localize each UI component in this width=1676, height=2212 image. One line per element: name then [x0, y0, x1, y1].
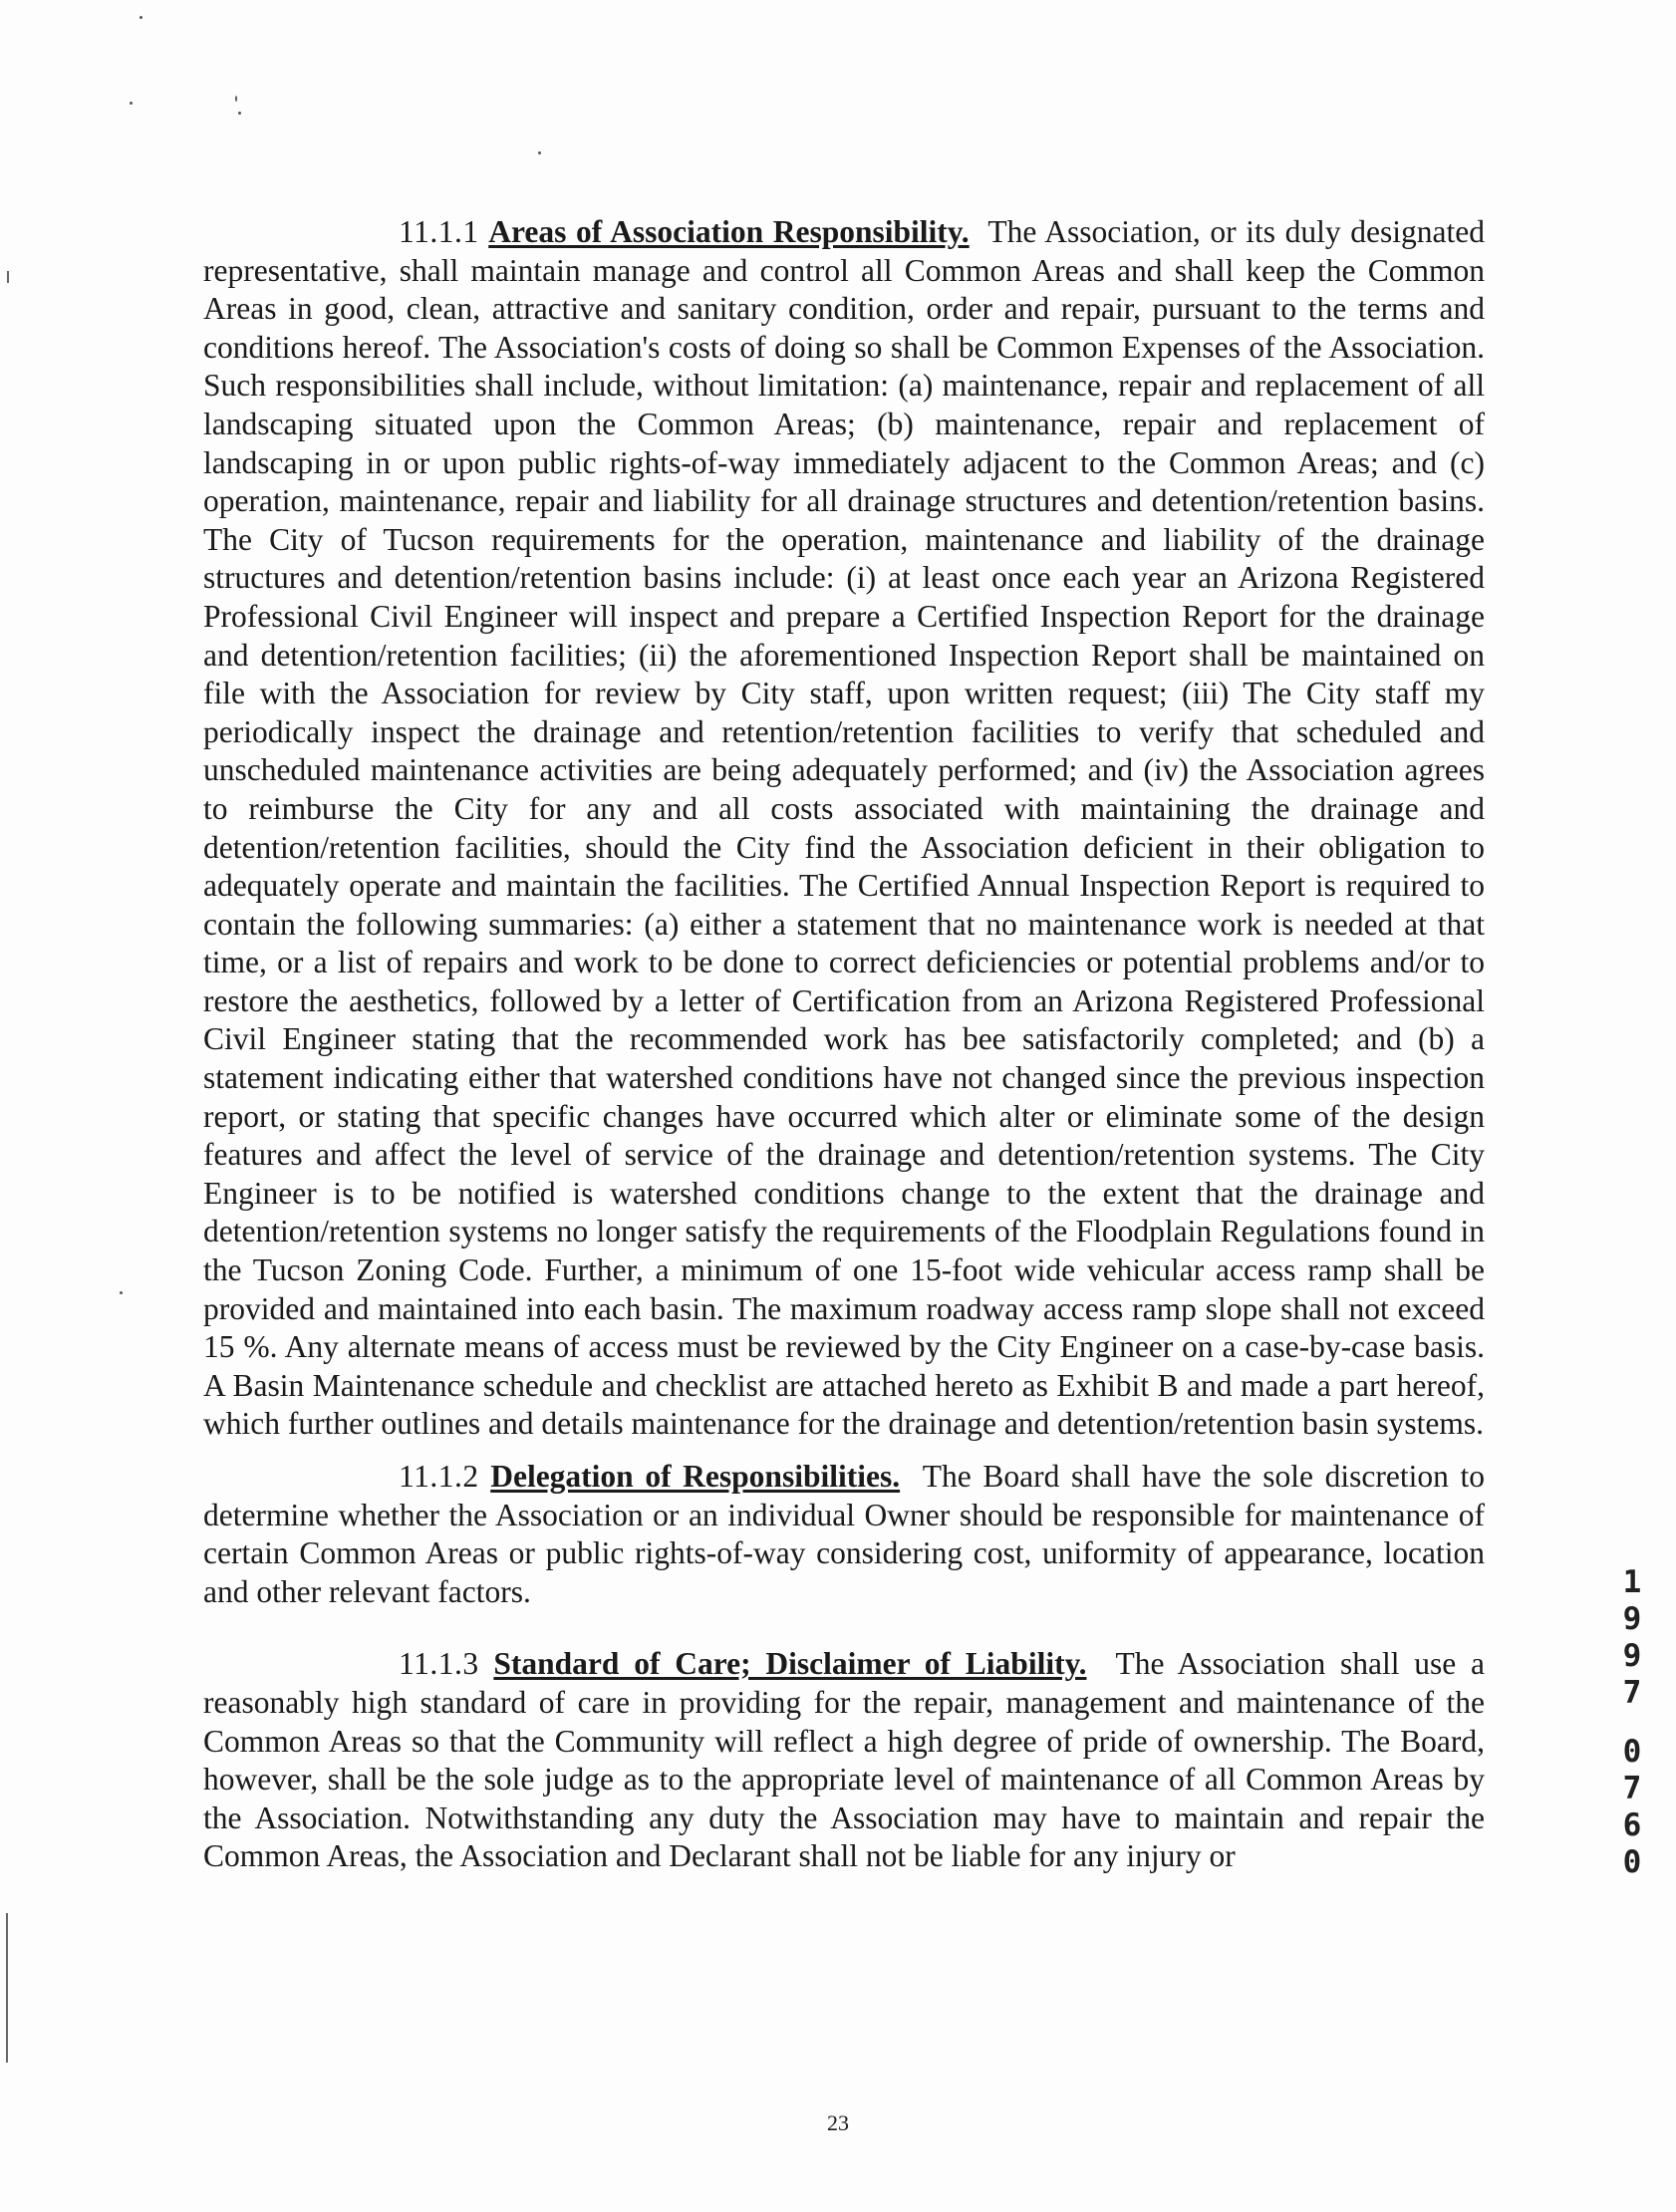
section-body: The Association, or its duly designated representative, shall maintain manage and control all Common Areas and shall keep the Common Areas in good, clean, attractive and sanitary condition, order and repair, pursuant to the terms and conditions hereof. The Association's costs of doing so shall be Common Expenses of the Association. Such responsibilities shall include, without limitation: (a) maintenance, repair and replacement of all landscaping situated upon the Common Areas; (b) maintenance, repair and replacement of landscaping in or upon public rights-of-way immediately adjacent to the Common Areas; and (c) operation, maintenance, repair and liability for all drainage structures and detention/retention basins. The City of Tucson requirements for the operation, maintenance and liability of the drainage structures and detention/retention basins include: (i) at least once each year an Arizona Registered Professional Civil Engineer will inspect and prepare a Certified Inspection Report for the drainage and detention/retention facilities; (ii) the aforementioned Inspection Report shall be maintained on file with the Association for review by City staff, upon written request; (iii) The City staff my periodically inspect the drainage and retention/retention facilities to verify that scheduled and unscheduled maintenance activities are being adequately performed; and (iv) the Association agrees to reimburse the City for any and all costs associated with maintaining the drainage and detention/retention facilities, should the City find the Association deficient in their obligation to adequately operate and maintain the facilities. The Certified Annual Inspection Report is required to contain the following summaries: (a) either a statement that no maintenance work is needed at that time, or a list of repairs and work to be done to correct deficiencies or potential problems and/or to restore the aesthetics, followed by a letter of Certification from an Arizona Registered Professional Civil Engineer stating that the recommended work has bee satisfactorily completed; and (b) a statement indicating either that watershed conditions have not changed since the previous inspection report, or stating that specific changes have occurred which alter or eliminate some of the design features and affect the level of service of the drainage and detention/retention systems. The City Engineer is to be notified is watershed conditions change to the extent that the drainage and detention/retention systems no longer satisfy the requirements of the Floodplain Regulations found in the Tucson Zoning Code. Further, a minimum of one 15-foot wide vehicular access ramp shall be provided and maintained into each basin. The maximum roadway access ramp slope shall not exceed 15 %. Any alternate means of access must be reviewed by the City Engineer on a case-by-case basis. A Basin Maintenance schedule and checklist are attached hereto as Exhibit B and made a part hereof, which further outlines and details maintenance for the drainage and detention/retention basin systems.: [203, 214, 1485, 1442]
recording-digit: 9: [1622, 1601, 1642, 1637]
section-11-1-2: [203, 1458, 1485, 1611]
page-number: 23: [827, 2110, 849, 2135]
section-number: 11.1.1: [399, 214, 479, 249]
recording-digit: 7: [1622, 1771, 1642, 1806]
scan-speck: [538, 151, 541, 154]
recording-digit: 0: [1622, 1734, 1642, 1770]
scan-speck: [120, 1291, 123, 1294]
section-body: The Board shall have the sole discretion to determine whether the Association or an individual Owner should be responsible for maintenance of certain Common Areas or public rights-of-way considering cost, uniformity of appearance, location and other relevant factors.: [203, 1459, 1485, 1609]
recording-digit: 6: [1622, 1807, 1642, 1843]
recording-digit: 7: [1622, 1675, 1642, 1711]
scan-speck: [235, 96, 237, 102]
section-11-1-1: [203, 213, 1485, 1444]
scan-speck: [140, 16, 142, 19]
recording-digit: 1: [1622, 1564, 1642, 1600]
scan-speck: [130, 102, 133, 105]
section-heading: Standard of Care; Disclaimer of Liability.: [493, 1646, 1087, 1682]
section-heading: Delegation of Responsibilities.: [490, 1459, 901, 1494]
section-number: 11.1.3: [399, 1646, 479, 1682]
recording-digit: 0: [1622, 1844, 1642, 1880]
section-body: The Association shall use a reasonably high standard of care in providing for the repair, management and maintenance of the Common Areas so that the Community will reflect a high degree of pride of ownership. The Board, however, shall be the sole judge as to the appropriate level of maintenance of all Common Areas by the Association. Notwithstanding any duty the Association may have to maintain and repair the Common Areas, the Association and Declarant shall not be liable for any injury or: [203, 1646, 1486, 1874]
recording-number-stamp: [1614, 1564, 1650, 1881]
document-body: [203, 213, 1485, 1876]
scan-edge-mark: [6, 1913, 8, 2063]
section-number: 11.1.2: [399, 1459, 479, 1494]
section-heading: Areas of Association Responsibility.: [488, 214, 970, 249]
recording-digit: 9: [1622, 1638, 1642, 1674]
scan-speck: [238, 112, 241, 115]
scan-edge-mark: [7, 271, 9, 283]
section-11-1-3: [203, 1645, 1485, 1876]
